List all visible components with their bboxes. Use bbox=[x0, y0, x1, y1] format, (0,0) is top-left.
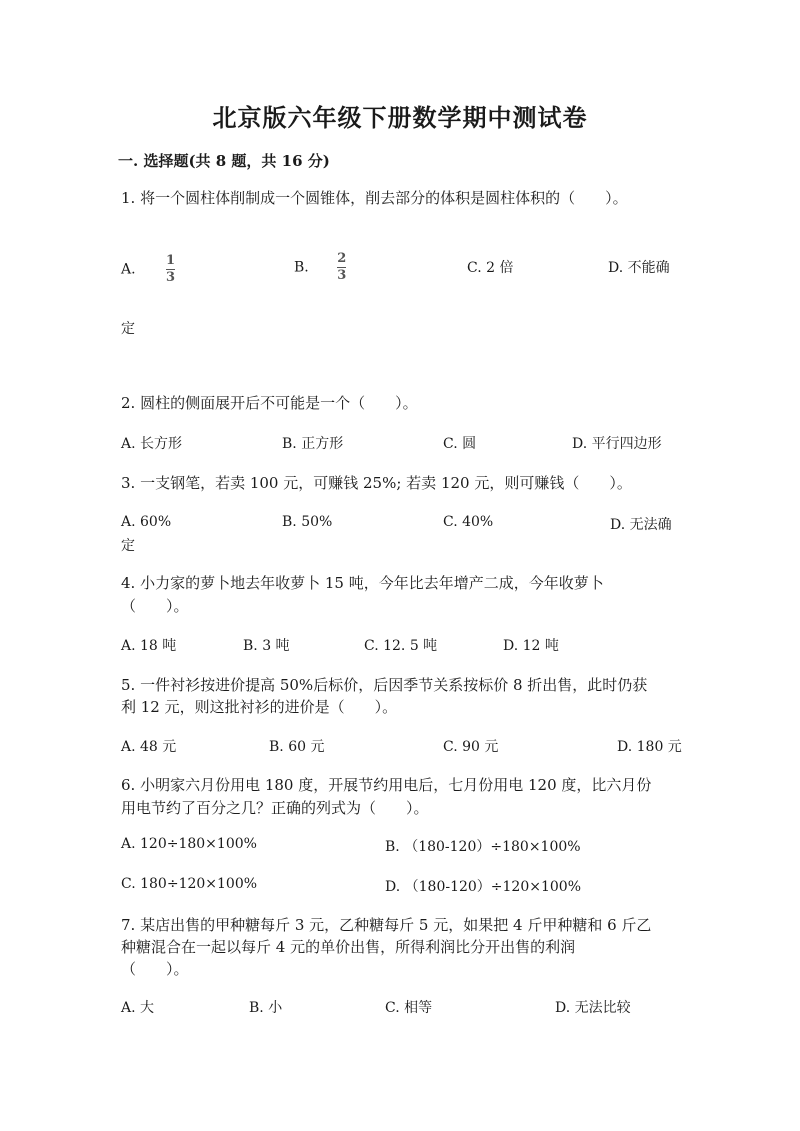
q5-option-a: A. 48 元 bbox=[121, 739, 177, 755]
section-heading: 一. 选择题(共 8 题，共 16 分) bbox=[118, 152, 330, 170]
q2-option-a: A. 长方形 bbox=[121, 436, 183, 452]
q1-option-d-wrap: 定 bbox=[121, 321, 135, 337]
q1-b-denominator: 3 bbox=[337, 268, 347, 283]
page-title: 北京版六年级下册数学期中测试卷 bbox=[212, 103, 588, 132]
q4-option-d: D. 12 吨 bbox=[503, 638, 559, 654]
q3-option-c: C. 40% bbox=[443, 514, 494, 530]
q1-a-numerator: 1 bbox=[166, 253, 176, 268]
q1-option-a bbox=[121, 254, 175, 285]
question-7-stem-line-1: 7. 某店出售的甲种糖每斤 3 元，乙种糖每斤 5 元，如果把 4 斤甲种糖和 6 斤乙 bbox=[121, 916, 652, 934]
question-6-stem-line-1: 6. 小明家六月份用电 180 度，开展节约用电后，七月份用电 120 度，比六月份 bbox=[121, 776, 652, 794]
question-4-stem-line-1: 4. 小力家的萝卜地去年收萝卜 15 吨，今年比去年增产二成，今年收萝卜 bbox=[121, 574, 604, 592]
q1-option-b-label: B. bbox=[294, 259, 309, 276]
q1-option-c: C. 2 倍 bbox=[467, 260, 514, 276]
q1-option-b-fraction bbox=[337, 252, 346, 283]
q4-option-a: A. 18 吨 bbox=[121, 638, 177, 654]
q6-option-a: A. 120÷180×100% bbox=[121, 836, 257, 852]
question-3-stem: 3. 一支钢笔，若卖 100 元，可赚钱 25%; 若卖 120 元，则可赚钱（ ）。 bbox=[121, 474, 632, 492]
question-4-stem-line-2: （ ）。 bbox=[121, 597, 189, 615]
q4-option-c: C. 12. 5 吨 bbox=[364, 638, 438, 654]
question-2-stem: 2. 圆柱的侧面展开后不可能是一个（ ）。 bbox=[121, 394, 418, 412]
q3-option-d: D. 无法确 bbox=[610, 517, 672, 533]
q1-option-d: D. 不能确 bbox=[608, 260, 670, 276]
q2-option-b: B. 正方形 bbox=[282, 436, 344, 452]
question-1-stem: 1. 将一个圆柱体削制成一个圆锥体，削去部分的体积是圆柱体积的（ ）。 bbox=[121, 189, 628, 207]
q1-option-b bbox=[294, 252, 346, 283]
q3-option-a: A. 60% bbox=[121, 514, 172, 530]
q1-option-a-fraction bbox=[166, 254, 175, 285]
q1-option-a-label: A. bbox=[121, 261, 136, 278]
q4-option-b: B. 3 吨 bbox=[243, 638, 290, 654]
question-7-stem-line-2: 种糖混合在一起以每斤 4 元的单价出售，所得利润比分开出售的利润 bbox=[121, 938, 576, 956]
q7-option-d: D. 无法比较 bbox=[555, 1000, 631, 1016]
question-7-stem-line-3: （ ）。 bbox=[121, 960, 189, 978]
q5-option-c: C. 90 元 bbox=[443, 739, 499, 755]
q5-option-d: D. 180 元 bbox=[617, 739, 682, 755]
question-5-stem-line-1: 5. 一件衬衫按进价提高 50%后标价，后因季节关系按标价 8 折出售，此时仍获 bbox=[121, 676, 648, 694]
question-6-stem-line-2: 用电节约了百分之几？正确的列式为（ ）。 bbox=[121, 799, 429, 817]
q2-option-d: D. 平行四边形 bbox=[572, 436, 662, 452]
q7-option-c: C. 相等 bbox=[385, 1000, 433, 1016]
q5-option-b: B. 60 元 bbox=[269, 739, 325, 755]
q6-option-d: D. （180-120）÷120×100% bbox=[385, 879, 582, 895]
q2-option-c: C. 圆 bbox=[443, 436, 477, 452]
q3-option-b: B. 50% bbox=[282, 514, 333, 530]
q3-option-d-wrap: 定 bbox=[121, 538, 135, 554]
q6-option-c: C. 180÷120×100% bbox=[121, 876, 258, 892]
q6-option-b: B. （180-120）÷180×100% bbox=[385, 839, 581, 855]
q1-b-numerator: 2 bbox=[337, 251, 347, 266]
question-5-stem-line-2: 利 12 元，则这批衬衫的进价是（ ）。 bbox=[121, 698, 398, 716]
q1-a-denominator: 3 bbox=[166, 270, 176, 285]
q7-option-b: B. 小 bbox=[249, 1000, 283, 1016]
q7-option-a: A. 大 bbox=[121, 1000, 155, 1016]
